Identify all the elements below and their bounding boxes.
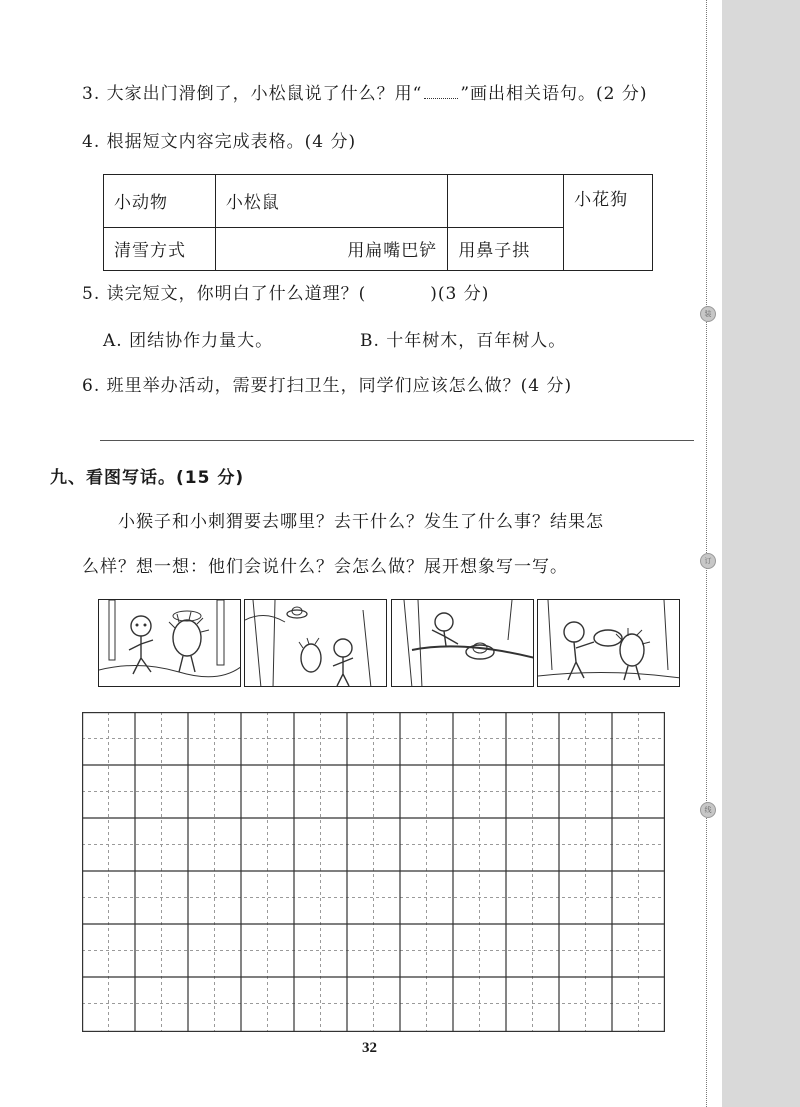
animals-table xyxy=(103,174,653,271)
table-cell-method-2: 用鼻子拱 xyxy=(448,227,564,270)
picture-2-illustration xyxy=(245,600,387,687)
writing-grid[interactable] xyxy=(82,712,665,1032)
picture-2-hat-in-tree xyxy=(244,599,387,687)
picture-3-climbing xyxy=(391,599,534,687)
section-9-prompt-line-1: 小猴子和小刺猬要去哪里？去干什么？发生了什么事？结果怎 xyxy=(118,512,604,532)
binding-margin xyxy=(722,0,800,1107)
section-divider xyxy=(100,440,694,441)
binding-hole-3: 线 xyxy=(700,802,716,818)
table-header-method: 清雪方式 xyxy=(104,227,216,270)
question-6: 6. 班里举办活动，需要打扫卫生，同学们应该怎么做？(4 分) xyxy=(82,376,573,396)
option-b: B. 十年树木，百年树人。 xyxy=(360,331,567,351)
question-5-points: )(3 分) xyxy=(430,284,490,304)
picture-4-illustration xyxy=(538,600,680,687)
table-cell-blank-animal[interactable] xyxy=(448,175,564,228)
question-3-text: 3. 大家出门滑倒了，小松鼠说了什么？用“ xyxy=(82,84,423,104)
binding-hole-2: 订 xyxy=(700,553,716,569)
question-5-text: 5. 读完短文，你明白了什么道理？( xyxy=(82,284,367,304)
binding-hole-1: 装 xyxy=(700,306,716,322)
table-header-animal: 小动物 xyxy=(104,175,216,228)
page-number: 32 xyxy=(362,1040,377,1056)
section-9-title: 九、看图写话。(15 分) xyxy=(50,468,245,488)
question-3-text-end: ”画出相关语句。(2 分) xyxy=(460,84,648,104)
picture-4-together xyxy=(537,599,680,687)
question-5 xyxy=(82,283,489,305)
table-cell-squirrel: 小松鼠 xyxy=(215,175,448,228)
question-3 xyxy=(82,83,648,105)
table-cell-method-1: 用扁嘴巴铲 xyxy=(215,227,448,270)
table-cell-dog: 小花狗 xyxy=(564,175,653,228)
section-9-prompt-line-2: 么样？想一想：他们会说什么？会怎么做？展开想象写一写。 xyxy=(82,557,568,577)
option-a: A. 团结协作力量大。 xyxy=(103,331,274,351)
picture-1-illustration xyxy=(99,600,241,687)
table-cell-blank-method[interactable] xyxy=(564,227,653,270)
picture-1-walking xyxy=(98,599,241,687)
picture-3-illustration xyxy=(392,600,534,687)
wavy-underline-sample xyxy=(424,88,458,99)
question-4: 4. 根据短文内容完成表格。(4 分) xyxy=(82,132,357,152)
